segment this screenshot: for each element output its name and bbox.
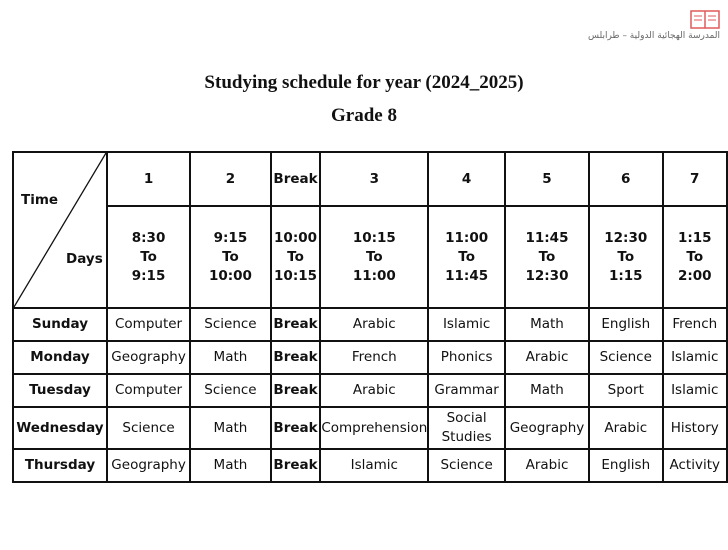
subject-cell: [589, 374, 663, 407]
subject-text: Geography: [111, 457, 186, 473]
subject-text: Islamic: [442, 316, 491, 332]
subject-cell: [190, 407, 271, 449]
subject-text: Arabic: [525, 349, 569, 365]
subject-cell: [428, 407, 505, 449]
subject-text: Phonics: [440, 349, 493, 365]
subject-cell: [505, 308, 589, 341]
subject-cell: [663, 407, 727, 449]
time-line: 11:45: [445, 267, 489, 284]
day-row: [13, 374, 727, 407]
day-row: [13, 407, 727, 449]
subject-text: Arabic: [525, 457, 569, 473]
subject-cell: [589, 449, 663, 482]
subject-cell: [505, 449, 589, 482]
subject-text: Break: [273, 419, 318, 436]
subject-text: Grammar: [434, 382, 499, 398]
subject-cell: [663, 449, 727, 482]
subject-text: Islamic: [671, 382, 719, 398]
subject-cell: [589, 341, 663, 374]
period-time-cell: [107, 206, 190, 308]
corner-days-label: Days: [66, 251, 103, 267]
subject-cell: [107, 407, 190, 449]
subject-cell: [428, 374, 505, 407]
period-header: Break: [271, 152, 321, 206]
corner-time-label: Time: [21, 192, 59, 208]
subject-cell: [190, 341, 271, 374]
diagonal-divider: [14, 153, 106, 307]
subject-cell: [320, 407, 428, 449]
subject-cell: [428, 449, 505, 482]
time-line: To: [617, 248, 635, 265]
time-line: 10:00: [274, 229, 318, 246]
subject-text: Math: [213, 457, 248, 473]
subject-text: Science: [122, 419, 175, 436]
time-line: 11:00: [445, 229, 489, 246]
subject-text: Studies: [441, 429, 492, 445]
subject-text: English: [601, 316, 651, 332]
subject-text: Break: [273, 382, 318, 398]
time-line: 11:45: [525, 229, 569, 246]
subject-text: History: [670, 419, 719, 436]
subject-text: Science: [204, 316, 257, 332]
subject-text: Break: [273, 457, 318, 473]
subject-cell: [589, 308, 663, 341]
period-header: 3: [320, 152, 428, 206]
subject-cell: [190, 308, 271, 341]
time-line: 1:15: [677, 229, 712, 246]
subject-text: Math: [213, 419, 248, 436]
subject-text: Sport: [607, 382, 644, 398]
break-cell: [271, 374, 321, 407]
subject-text: Math: [530, 316, 564, 332]
subject-cell: [190, 374, 271, 407]
time-line: 10:15: [274, 267, 318, 284]
subject-cell: [107, 308, 190, 341]
page-title: Studying schedule for year (2024_2025): [204, 72, 524, 93]
period-header: 2: [190, 152, 271, 206]
break-cell: [271, 308, 321, 341]
subject-text: Geography: [509, 419, 585, 436]
subject-text: Arabic: [352, 316, 396, 332]
time-line: 9:15: [213, 229, 248, 246]
subject-cell: [190, 449, 271, 482]
period-time-cell: [663, 206, 727, 308]
period-time-cell: [190, 206, 271, 308]
period-header-row: [13, 152, 727, 206]
subject-cell: [320, 374, 428, 407]
time-line: To: [287, 248, 304, 265]
period-time-cell: [320, 206, 428, 308]
period-time-cell: [505, 206, 589, 308]
break-cell: [271, 407, 321, 449]
subject-cell: [320, 308, 428, 341]
subject-text: Math: [213, 349, 248, 365]
subject-text: French: [351, 349, 397, 365]
subject-text: Break: [273, 349, 318, 365]
subject-cell: [505, 341, 589, 374]
subject-text: English: [601, 457, 651, 473]
subject-text: Science: [440, 457, 493, 473]
period-header: 7: [663, 152, 727, 206]
time-days-corner: [13, 152, 107, 308]
subject-text: Islamic: [671, 349, 719, 365]
day-label: Tuesday: [13, 374, 107, 407]
subject-cell: [107, 449, 190, 482]
subject-cell: [428, 308, 505, 341]
subject-text: Computer: [115, 382, 183, 398]
subject-text: Computer: [115, 316, 183, 332]
subject-text: Social: [446, 410, 487, 426]
time-row: [13, 206, 727, 308]
time-line: 12:30: [525, 267, 569, 284]
day-label: Wednesday: [13, 407, 107, 449]
subject-cell: [663, 308, 727, 341]
time-line: To: [458, 248, 475, 265]
day-row: [13, 308, 727, 341]
period-header: 6: [589, 152, 663, 206]
period-header: 5: [505, 152, 589, 206]
period-header: 1: [107, 152, 190, 206]
subject-cell: [107, 341, 190, 374]
subject-cell: [320, 341, 428, 374]
period-time-cell: [589, 206, 663, 308]
period-time-cell: [271, 206, 321, 308]
subject-cell: [663, 341, 727, 374]
subject-cell: [663, 374, 727, 407]
subject-cell: [320, 449, 428, 482]
time-line: To: [686, 248, 704, 265]
time-line: 2:00: [677, 267, 712, 284]
time-line: 9:15: [131, 267, 166, 284]
break-cell: [271, 341, 321, 374]
subject-text: Geography: [111, 349, 186, 365]
subject-text: Science: [599, 349, 652, 365]
time-line: To: [365, 248, 383, 265]
schedule-table: [12, 151, 728, 483]
day-label: Sunday: [13, 308, 107, 341]
period-header: 4: [428, 152, 505, 206]
day-row: [13, 341, 727, 374]
subject-cell: [589, 407, 663, 449]
subject-cell: [505, 407, 589, 449]
book-logo-icon: [690, 9, 720, 29]
time-line: 12:30: [604, 229, 648, 246]
time-line: To: [222, 248, 239, 265]
subject-cell: [428, 341, 505, 374]
subject-cell: [505, 374, 589, 407]
break-cell: [271, 449, 321, 482]
school-name: المدرسة الهجائية الدولية – طرابلس: [588, 31, 720, 41]
day-label: Thursday: [13, 449, 107, 482]
subject-text: Science: [204, 382, 257, 398]
time-line: 10:00: [208, 267, 252, 284]
day-label: Monday: [13, 341, 107, 374]
page-subtitle: Grade 8: [331, 105, 397, 126]
subject-text: Arabic: [604, 419, 648, 436]
subject-text: Arabic: [352, 382, 396, 398]
time-line: 1:15: [608, 267, 643, 284]
subject-text: Math: [530, 382, 564, 398]
subject-text: Break: [273, 316, 318, 332]
subject-text: Islamic: [350, 457, 398, 473]
time-line: To: [538, 248, 556, 265]
time-line: To: [140, 248, 157, 265]
time-line: 10:15: [352, 229, 396, 246]
day-row: [13, 449, 727, 482]
subject-text: French: [672, 316, 718, 332]
time-line: 8:30: [131, 229, 166, 246]
subject-text: Activity: [669, 457, 720, 473]
subject-text: Comprehension: [321, 419, 428, 436]
period-time-cell: [428, 206, 505, 308]
subject-cell: [107, 374, 190, 407]
time-line: 11:00: [352, 267, 396, 284]
